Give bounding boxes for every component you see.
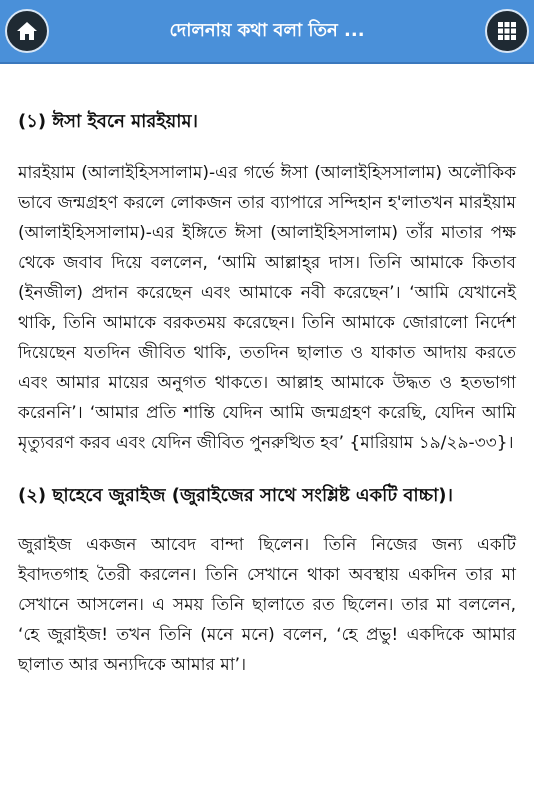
top-app-bar [0, 0, 534, 64]
grid-menu-icon [497, 21, 517, 41]
home-button[interactable] [5, 9, 49, 53]
home-icon [16, 21, 38, 41]
article-content[interactable] [0, 64, 534, 800]
menu-button[interactable] [485, 9, 529, 53]
section-body: জুরাইজ একজন আবেদ বান্দা ছিলেন। তিনি নিজের জন্য একটি ইবাদতগাহ তৈরী করলেন। তিনি সেখানে থাকা অবস্থায় একদিন তার মা সেখানে আসলেন। এ সময় তিনি ছালাতে রত ছিলেন। তার মা বললেন, ‘হে জুরাইজ! তখন তিনি (মনে মনে) বলেন, ‘হে প্রভু! একদিকে আমার ছালাত আর অন্যদিকে আমার মা’। [18, 535, 516, 675]
page-title: দোলনায় কথা বলা তিন ... [169, 20, 365, 41]
section-heading: (২) ছাহেবে জুরাইজ (জুরাইজের সাথে সংশ্লিষ্ট একটি বাচ্চা)। [18, 485, 453, 506]
section-body: মারইয়াম (আলাইহিসসালাম)-এর গর্ভে ঈসা (আলাইহিসসালাম) অলৌকিক ভাবে জন্মগ্রহণ করলে লোকজন তার ব্যাপারে সন্দিহান হ'লাতখন মারইয়াম (আলাইহিসসালাম)-এর ইঙ্গিতে ঈসা (আলাইহিসসালাম) তাঁর মাতার পক্ষ থেকে জবাব দিয়ে বললেন, ‘আমি আল্লাহ্‌র দাস। তিনি আমাকে কিতাব (ইনজীল) প্রদান করেছেন এবং আমাকে নবী করেছেন’। ‘আমি যেখানেই থাকি, তিনি আমাকে বরকতময় করেছেন। তিনি আমাকে জোরালো নির্দেশ দিয়েছেন যতদিন জীবিত থাকি, ততদিন ছালাত ও যাকাত আদায় করতে এবং আমার মায়ের অনুগত থাকতে। আল্লাহ আমাকে উদ্ধত ও হতভাগা করেননি’। ‘আমার প্রতি শান্তি যেদিন আমি জন্মগ্রহণ করেছি, যেদিন আমি মৃত্যুবরণ করব এবং যেদিন জীবিত পুনরুত্থিত হব’ {মারিয়াম ১৯/২৯-৩৩}। [18, 163, 516, 453]
section-heading: (১) ঈসা ইবনে মারইয়াম। [18, 111, 198, 132]
